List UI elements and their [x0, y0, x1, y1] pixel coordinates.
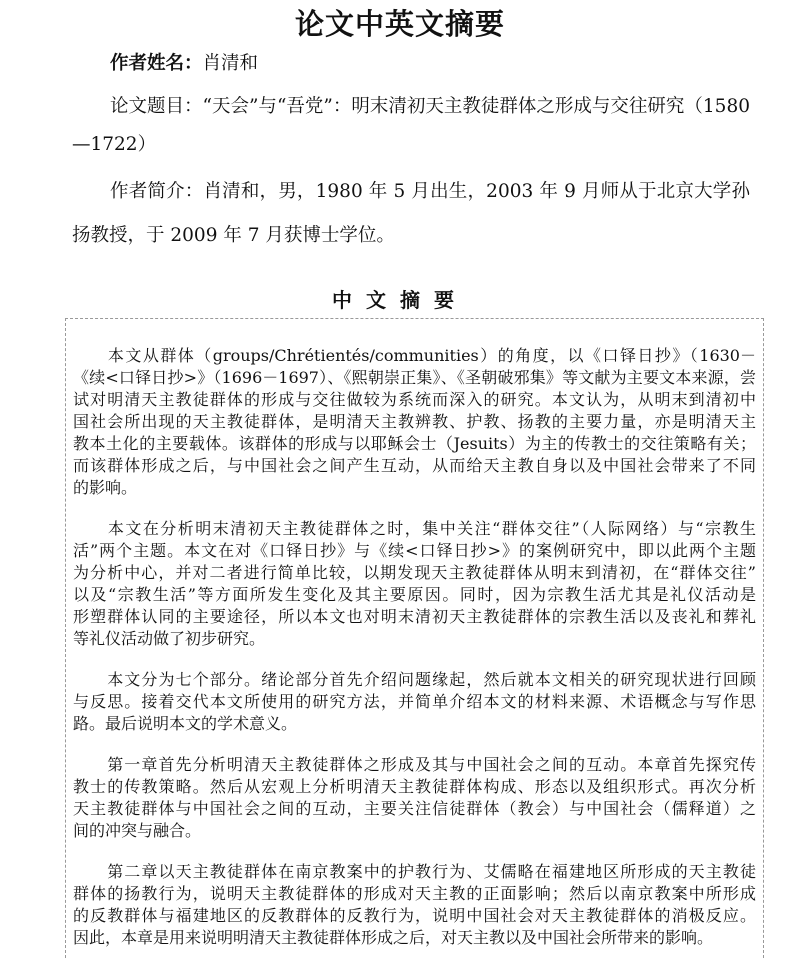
author-bio-line: 扬教授，于 2009 年 7 月获博士学位。	[72, 225, 395, 246]
author-name-value: 肖清和	[202, 53, 259, 74]
paragraph-line: 国社会所出现的天主教徒群体，是明清天主教辨教、护教、扬教的主要力量，亦是明清天主	[73, 412, 756, 431]
paragraph-line: 与反思。接着交代本文所使用的研究方法，并简单介绍本文的材料来源、术语概念与写作思	[73, 692, 756, 711]
author-name	[110, 49, 788, 75]
abstract-paragraph	[73, 518, 756, 650]
author-bio-line: 作者简介：肖清和，男，1980 年 5 月出生，2003 年 9 月师从于北京大学孙	[110, 181, 750, 202]
paragraph-line: 的影响。	[73, 478, 138, 497]
paragraph-line: 的反教群体与福建地区的反教群体的反教行为，说明中国社会对天主教徒群体的消极反应。	[73, 906, 756, 925]
thesis-title-line: 论文题目：“天会”与“吾党”：明末清初天主教徒群体之形成与交往研究（1580	[110, 96, 750, 117]
abstract-paragraph	[73, 754, 756, 842]
paragraph-line: 本文从群体（groups/Chrétientés/communities）的角度，以《口铎日抄》（1630－	[107, 346, 756, 365]
section-heading: 中文摘要	[332, 288, 468, 312]
paragraph-line: 天主教徒群体与中国社会之间的互动，主要关注信徒群体（教会）与中国社会（儒释道）之	[73, 799, 756, 818]
paragraph-line: 路。最后说明本文的学术意义。	[73, 714, 298, 733]
paragraph-line: 《续<口铎日抄>》（1696－1697）、《熙朝崇正集》、《圣朝破邪集》等文献为主要文本来源，尝	[73, 368, 756, 387]
paragraph-line: 形塑群体认同的主要途径，所以本文也对明末清初天主教徒群体的宗教生活以及丧礼和葬礼	[73, 607, 756, 626]
page-title: 论文中英文摘要	[294, 7, 505, 41]
thesis-title-line: —1722）	[72, 134, 157, 155]
paragraph-line: 教士的传教策略。然后从宏观上分析明清天主教徒群体构成、形态以及组织形式。再次分析	[73, 777, 756, 796]
paragraph-line: 本文分为七个部分。绪论部分首先介绍问题缘起，然后就本文相关的研究现状进行回顾	[73, 670, 756, 689]
abstract-paragraph	[73, 669, 756, 735]
paragraph-line: 试对明清天主教徒群体的形成与交往做较为系统而深入的研究。本文认为，从明末到清初中	[73, 390, 756, 409]
abstract-paragraph	[73, 345, 756, 499]
paragraph-line: 活”两个主题。本文在对《口铎日抄》与《续<口铎日抄>》的案例研究中，即以此两个主题	[73, 541, 756, 560]
paragraph-line: 间的冲突与融合。	[73, 821, 202, 840]
paragraph-line: 本文在分析明末清初天主教徒群体之时，集中关注“群体交往”（人际网络）与“宗教生	[73, 519, 756, 538]
paragraph-line: 教本土化的主要载体。该群体的形成与以耶稣会士（Jesuits）为主的传教士的交往策略有关；	[73, 434, 756, 453]
paragraph-line: 而该群体形成之后，与中国社会之间产生互动，从而给天主教自身以及中国社会带来了不同	[73, 456, 756, 475]
author-name-label: 作者姓名：	[110, 53, 203, 74]
thesis-title	[72, 92, 750, 156]
abstract-box	[65, 318, 764, 958]
paragraph-line: 群体的扬教行为，说明天主教徒群体的形成对天主教的正面影响；然后以南京教案中所形成	[73, 884, 756, 903]
abstract-paragraph	[73, 861, 756, 949]
paragraph-line: 因此，本章是用来说明明清天主教徒群体形成之后，对天主教以及中国社会所带来的影响。	[73, 928, 714, 947]
paragraph-line: 第二章以天主教徒群体在南京教案中的护教行为、艾儒略在福建地区所形成的天主教徒	[73, 862, 756, 881]
paragraph-line: 等礼仪活动做了初步研究。	[73, 629, 266, 648]
paragraph-line: 以及“宗教生活”等方面所发生变化及其主要原因。同时，因为宗教生活尤其是礼仪活动是	[73, 585, 756, 604]
paragraph-line: 第一章首先分析明清天主教徒群体之形成及其与中国社会之间的互动。本章首先探究传	[73, 755, 756, 774]
author-bio	[72, 177, 750, 247]
paragraph-line: 为分析中心，并对二者进行简单比较，以期发现天主教徒群体从明末到清初，在“群体交往”	[73, 563, 756, 582]
